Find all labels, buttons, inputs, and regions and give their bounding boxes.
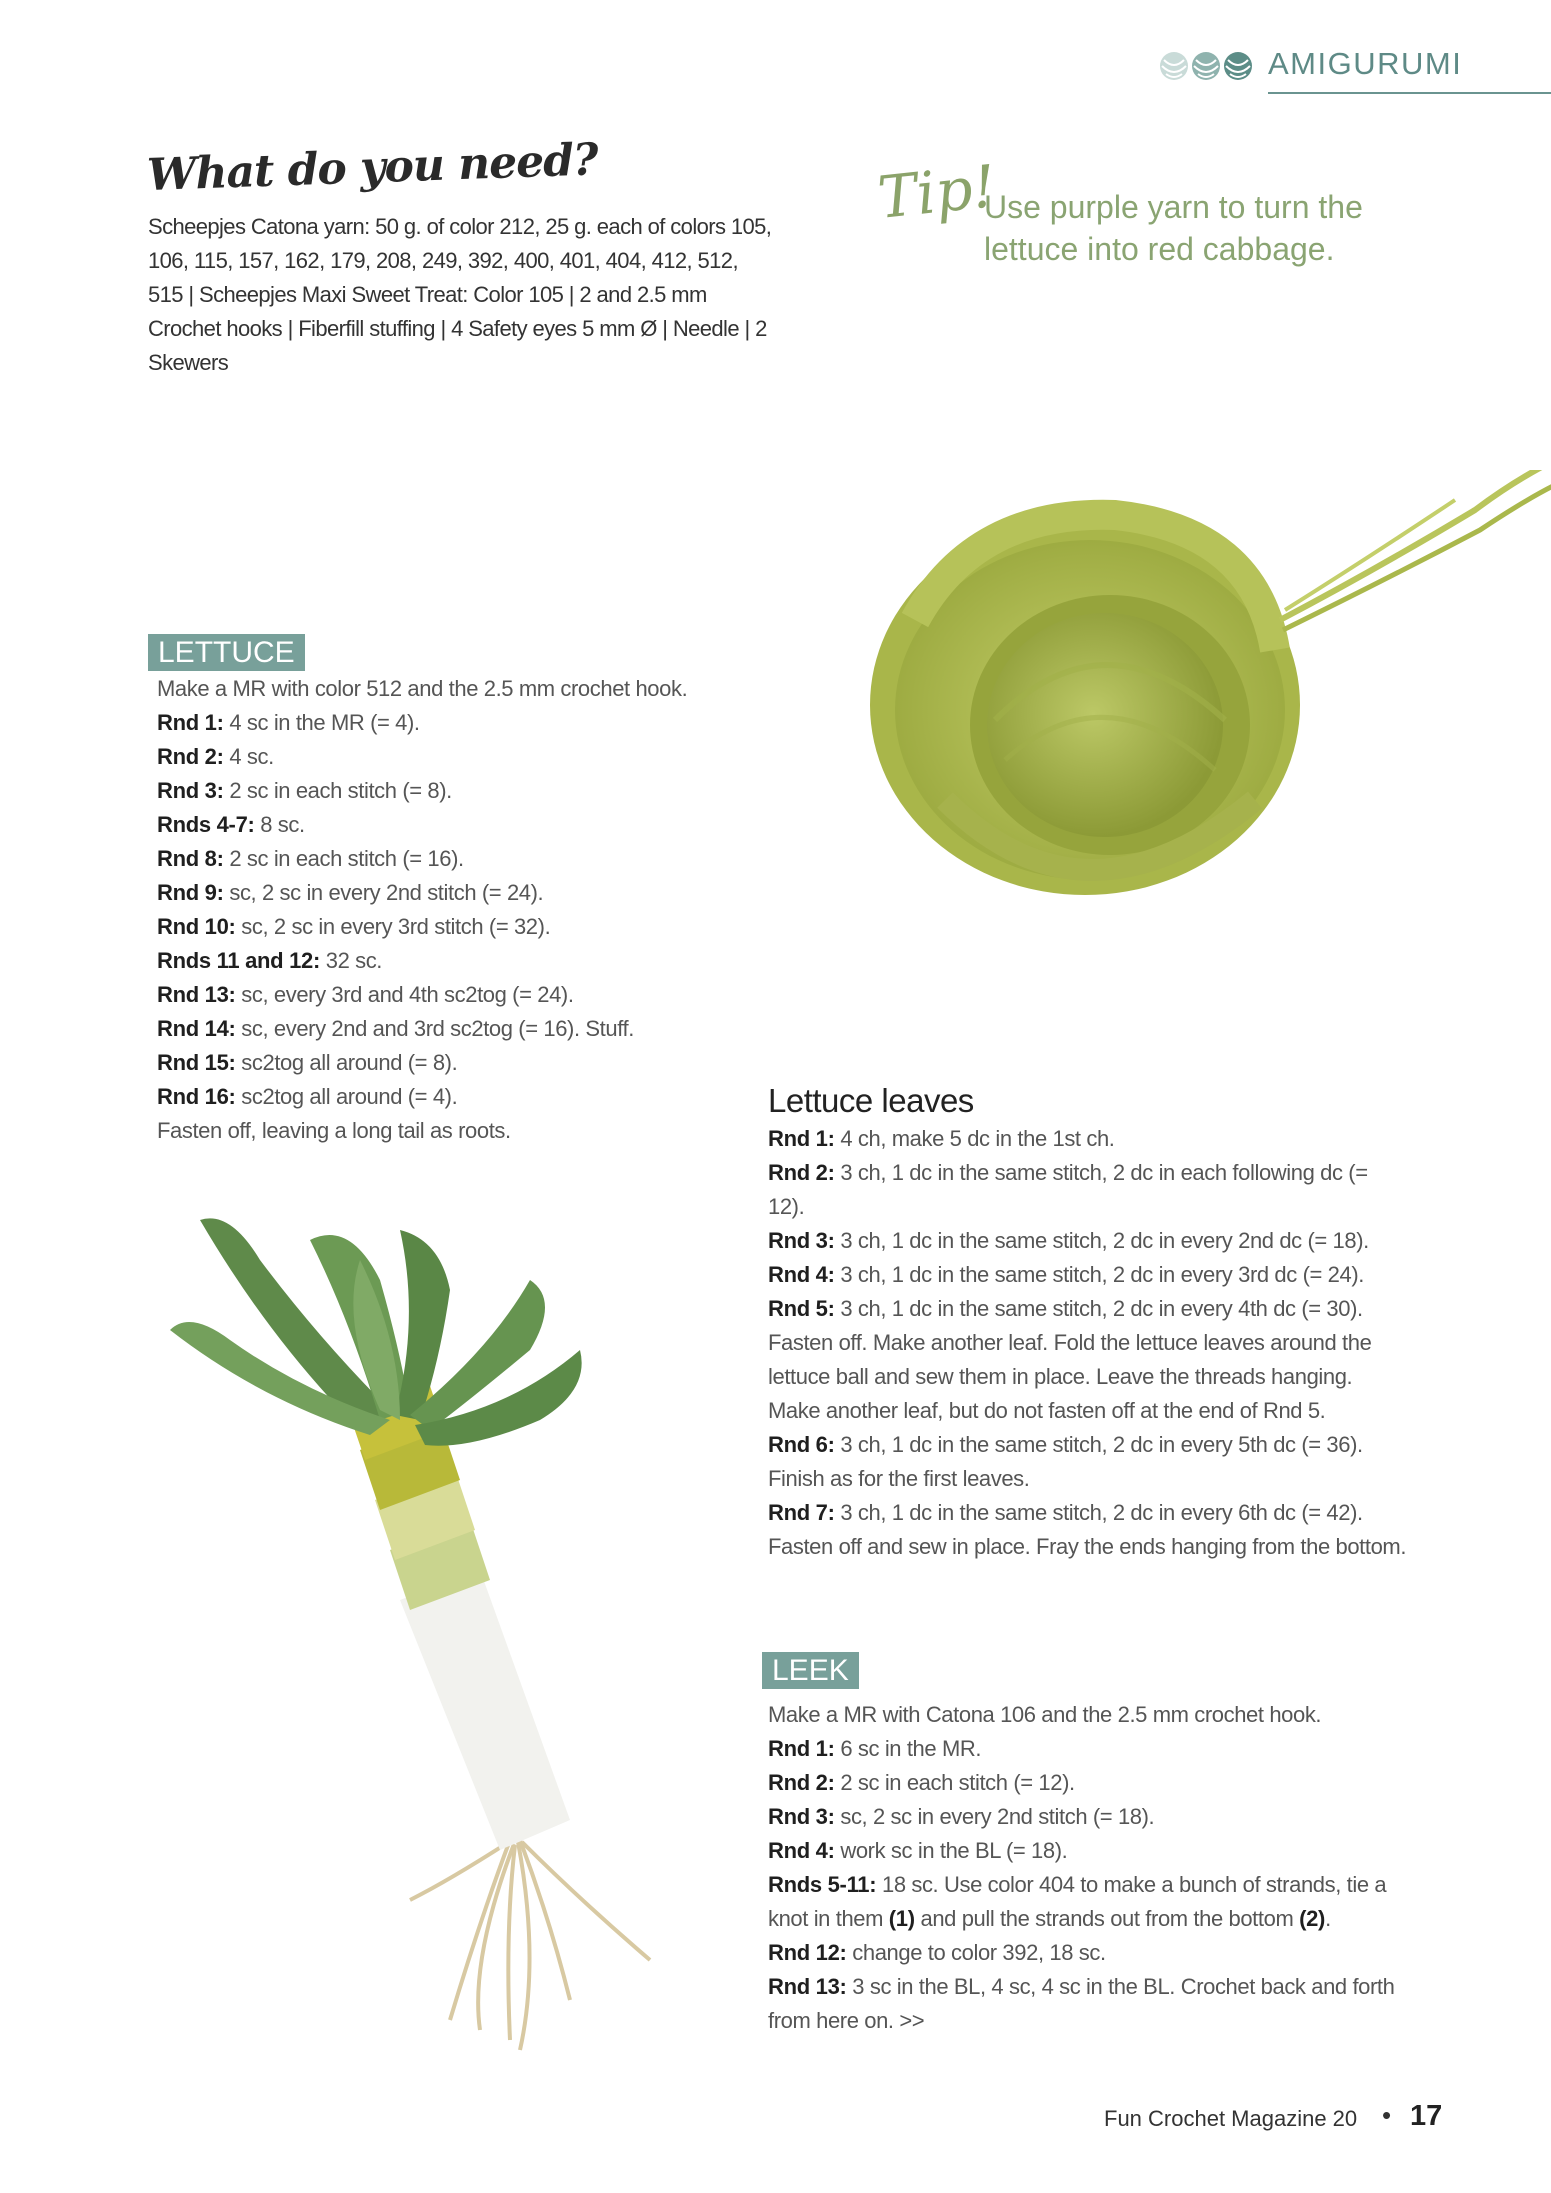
leek-round: Rnds 5-11: 18 sc. Use color 404 to make a bunch of strands, tie a knot in them (1) and pull the strands out from the bottom (2). [768, 1872, 1387, 1931]
lettuce-round: Rnd 15: sc2tog all around (= 8). [157, 1050, 458, 1075]
leaves-round: Rnd 3: 3 ch, 1 dc in the same stitch, 2 dc in every 2nd dc (= 18). [768, 1228, 1369, 1253]
header-rule [1268, 92, 1551, 94]
yarn-balls-icon [1158, 50, 1256, 82]
needs-heading: What do you need? [146, 134, 599, 201]
leek-round: Rnd 2: 2 sc in each stitch (= 12). [768, 1770, 1075, 1795]
leek-round: Rnd 13: 3 sc in the BL, 4 sc, 4 sc in the BL. Crochet back and forth from here on. >> [768, 1974, 1395, 2033]
leaves-round: Rnd 4: 3 ch, 1 dc in the same stitch, 2 dc in every 3rd dc (= 24). [768, 1262, 1364, 1287]
lettuce-intro: Make a MR with color 512 and the 2.5 mm crochet hook. [157, 676, 688, 701]
lettuce-round: Rnd 9: sc, 2 sc in every 2nd stitch (= 24). [157, 880, 544, 905]
lettuce-instructions [157, 672, 717, 1148]
magazine-name: Fun Crochet Magazine 20 [1104, 2106, 1358, 2131]
leaves-instructions [768, 1122, 1408, 1564]
lettuce-label: LETTUCE [148, 634, 305, 671]
tip-text: Use purple yarn to turn the lettuce into red cabbage. [984, 189, 1363, 267]
leaves-heading: Lettuce leaves [768, 1082, 974, 1119]
leek-photo [150, 1200, 710, 2060]
lettuce-round: Rnds 11 and 12: 32 sc. [157, 948, 383, 973]
lettuce-round: Rnd 8: 2 sc in each stitch (= 16). [157, 846, 464, 871]
lettuce-round: Rnd 1: 4 sc in the MR (= 4). [157, 710, 420, 735]
leaves-note: Fasten off and sew in place. Fray the ends hanging from the bottom. [768, 1534, 1407, 1559]
leaves-round: Rnd 6: 3 ch, 1 dc in the same stitch, 2 dc in every 5th dc (= 36). [768, 1432, 1363, 1457]
lettuce-round: Rnd 3: 2 sc in each stitch (= 8). [157, 778, 452, 803]
leaves-note: Fasten off. Make another leaf. Fold the lettuce leaves around the lettuce ball and sew them in place. Leave the threads hanging. Make another leaf, but do not fasten off at the end of Rnd 5. [768, 1330, 1372, 1423]
leaves-note: Finish as for the first leaves. [768, 1466, 1030, 1491]
leek-round: Rnd 4: work sc in the BL (= 18). [768, 1838, 1068, 1863]
lettuce-round: Rnd 14: sc, every 2nd and 3rd sc2tog (= 16). Stuff. [157, 1016, 634, 1041]
leek-round: Rnd 1: 6 sc in the MR. [768, 1736, 982, 1761]
lettuce-round: Rnd 2: 4 sc. [157, 744, 274, 769]
lettuce-round: Rnds 4-7: 8 sc. [157, 812, 305, 837]
leaves-round: Rnd 7: 3 ch, 1 dc in the same stitch, 2 dc in every 6th dc (= 42). [768, 1500, 1363, 1525]
footer-bullet: • [1382, 2100, 1392, 2130]
leek-instructions [768, 1698, 1408, 2038]
needs-text: Scheepjes Catona yarn: 50 g. of color 212, 25 g. each of colors 105, 106, 115, 157, 162, 179, 208, 249, 392, 400, 401, 404, 412, 512, 515 | Scheepjes Maxi Sweet Treat: Color 105 | 2 and 2.5 mm Crochet hooks | Fiberfill stuffing | 4 Safety eyes 5 mm Ø | Needle | 2 Skewers [148, 214, 772, 375]
section-title: AMIGURUMI [1268, 46, 1463, 81]
lettuce-photo [855, 470, 1551, 990]
leaves-round: Rnd 2: 3 ch, 1 dc in the same stitch, 2 dc in each following dc (= 12). [768, 1160, 1368, 1219]
leek-intro: Make a MR with Catona 106 and the 2.5 mm crochet hook. [768, 1702, 1322, 1727]
leek-label: LEEK [762, 1652, 859, 1689]
leek-round: Rnd 12: change to color 392, 18 sc. [768, 1940, 1106, 1965]
tip-heading: Tip! [874, 152, 999, 232]
lettuce-outro: Fasten off, leaving a long tail as roots. [157, 1118, 511, 1143]
leaves-round: Rnd 5: 3 ch, 1 dc in the same stitch, 2 dc in every 4th dc (= 30). [768, 1296, 1363, 1321]
lettuce-round: Rnd 13: sc, every 3rd and 4th sc2tog (= 24). [157, 982, 574, 1007]
page-number: 17 [1410, 2100, 1443, 2132]
leek-round: Rnd 3: sc, 2 sc in every 2nd stitch (= 18). [768, 1804, 1155, 1829]
leaves-round: Rnd 1: 4 ch, make 5 dc in the 1st ch. [768, 1126, 1115, 1151]
lettuce-round: Rnd 16: sc2tog all around (= 4). [157, 1084, 458, 1109]
lettuce-round: Rnd 10: sc, 2 sc in every 3rd stitch (= 32). [157, 914, 551, 939]
